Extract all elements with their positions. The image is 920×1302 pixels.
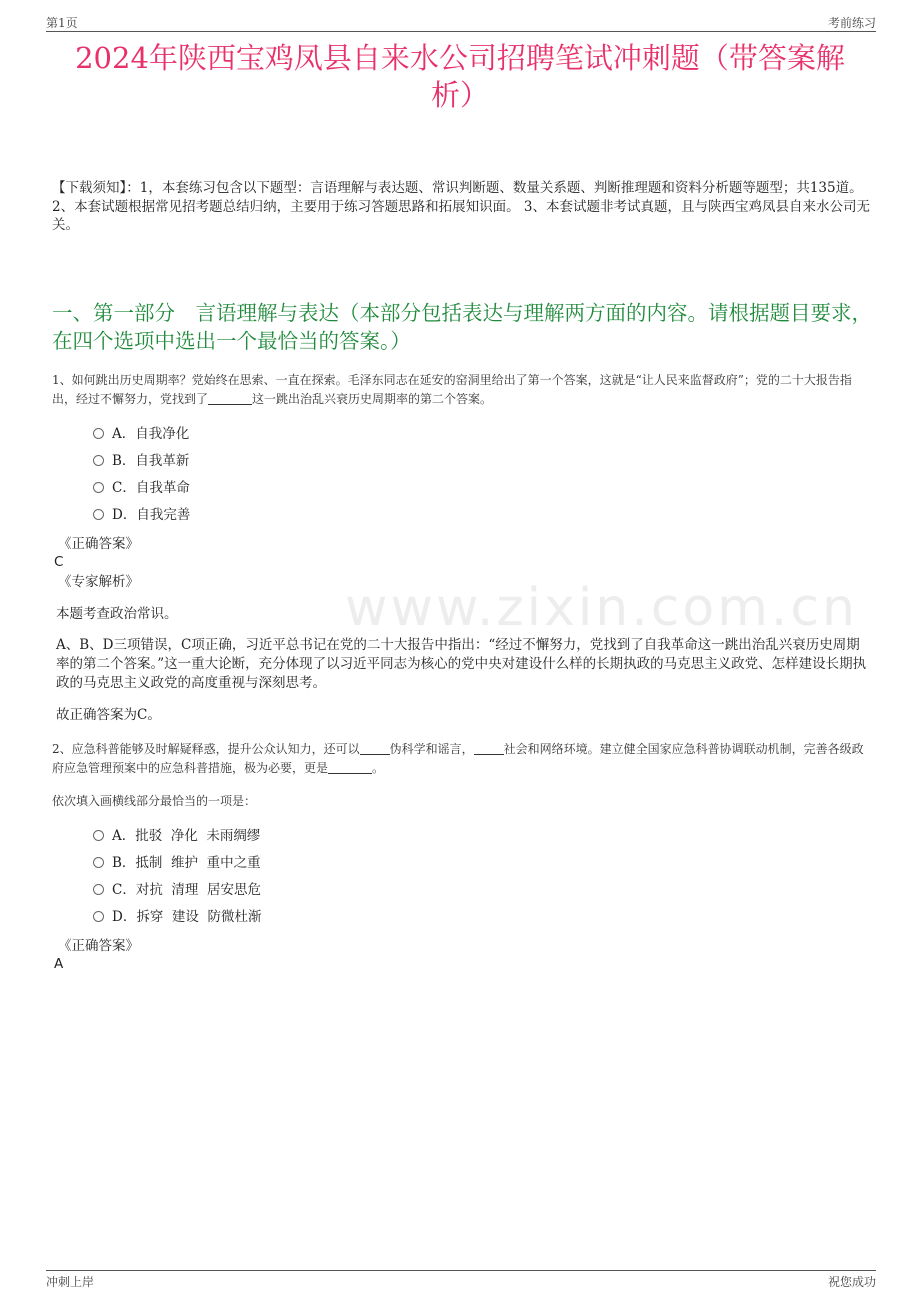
question-2-prompt: 依次填入画横线部分最恰当的一项是： bbox=[52, 794, 257, 808]
document-title: 2024年陕西宝鸡凤县自来水公司招聘笔试冲刺题（带答案解析） bbox=[75, 41, 845, 112]
q1-answer: C bbox=[54, 554, 64, 570]
option-label: A．批驳 净化 未雨绸缪 bbox=[112, 828, 261, 844]
q1-option-d[interactable] bbox=[93, 506, 190, 524]
q1-option-a[interactable] bbox=[93, 425, 189, 443]
fill-blank bbox=[474, 742, 504, 755]
radio-icon[interactable] bbox=[93, 884, 104, 895]
q2-option-b[interactable] bbox=[93, 854, 261, 872]
download-notice: 【下载须知】：1，本套练习包含以下题型：言语理解与表达题、常识判断题、数量关系题、判断推理题和资料分析题等题型；共135道。 2、本套试题根据常见招考题总结归纳，主要用于练习答题思路和拓展知识面。 3、本套试题非考试真题，且与陕西宝鸡凤县自来水公司无关。 bbox=[52, 180, 870, 233]
q1-analysis-label: 《专家解析》 bbox=[58, 574, 139, 590]
question-2-text bbox=[52, 740, 872, 778]
q1-analysis-line: 本题考查政治常识。 bbox=[56, 606, 178, 622]
header-divider bbox=[46, 31, 876, 32]
option-label: D．自我完善 bbox=[112, 507, 191, 523]
question-2-text-part: 社会和网络环境。建立健全国家应急科普协调联动机制，完善各级政府应急管理预案中的应急科普措施，极为必要，更是 bbox=[52, 742, 864, 775]
option-label: D．拆穿 建设 防微杜渐 bbox=[112, 909, 262, 925]
q1-option-c[interactable] bbox=[93, 479, 190, 497]
footer-divider bbox=[46, 1270, 876, 1271]
q1-analysis-paragraph: A、B、D三项错误，C项正确，习近平总书记在党的二十大报告中指出：“经过不懈努力，党找到了自我革命这一跳出治乱兴衰历史周期率的第二个答案。”这一重大论断，充分体现了以习近平同志为核心的党中央对建设什么样的长期执政的马克思主义政党、怎样建设长期执政的马克思主义政党的高度重视与深刻思考。 bbox=[56, 637, 867, 691]
question-1-text-part: 这一跳出治乱兴衰历史周期率的第二个答案。 bbox=[252, 392, 493, 406]
question-1-text-part: 1、如何跳出历史周期率？党始终在思索、一直在探索。毛泽东同志在延安的窑洞里给出了第一个答案，这就是“让人民来监督政府”；党的二十大报告指出，经过不懈努力，党找到了 bbox=[52, 373, 852, 406]
question-2-text-part: 2、应急科普能够及时解疑释惑，提升公众认知力，还可以 bbox=[52, 742, 360, 756]
q2-option-d[interactable] bbox=[93, 908, 262, 926]
radio-icon[interactable] bbox=[93, 428, 104, 439]
page-number: 第1页 bbox=[46, 16, 78, 30]
option-label: C．对抗 清理 居安思危 bbox=[112, 882, 261, 898]
radio-icon[interactable] bbox=[93, 911, 104, 922]
question-1-text bbox=[52, 371, 872, 409]
option-label: C．自我革命 bbox=[112, 480, 190, 496]
q2-answer-label: 《正确答案》 bbox=[58, 938, 139, 954]
footer-right-text: 祝您成功 bbox=[827, 1275, 876, 1289]
question-2-text-part: 伪科学和谣言， bbox=[389, 742, 474, 756]
option-label: A．自我净化 bbox=[112, 426, 190, 442]
page-header bbox=[46, 14, 876, 30]
q2-option-a[interactable] bbox=[93, 827, 260, 845]
watermark: www.zixin.com.cn bbox=[345, 578, 858, 638]
radio-icon[interactable] bbox=[93, 455, 104, 466]
option-label: B．自我革新 bbox=[112, 453, 190, 469]
footer-left-text: 冲刺上岸 bbox=[46, 1275, 95, 1289]
section-heading: 一、第一部分 言语理解与表达（本部分包括表达与理解两方面的内容。请根据题目要求，在四个选项中选出一个最恰当的答案。） bbox=[52, 301, 872, 353]
radio-icon[interactable] bbox=[93, 830, 104, 841]
q1-answer-label: 《正确答案》 bbox=[58, 536, 139, 552]
q1-analysis-conclusion: 故正确答案为C。 bbox=[56, 707, 161, 723]
radio-icon[interactable] bbox=[93, 857, 104, 868]
fill-blank bbox=[328, 761, 372, 774]
radio-icon[interactable] bbox=[93, 482, 104, 493]
question-2-text-part: 。 bbox=[372, 761, 385, 775]
q1-option-b[interactable] bbox=[93, 452, 189, 470]
q2-option-c[interactable] bbox=[93, 881, 261, 899]
q2-answer: A bbox=[54, 956, 64, 972]
fill-blank bbox=[208, 392, 252, 405]
radio-icon[interactable] bbox=[93, 509, 104, 520]
fill-blank bbox=[360, 742, 390, 755]
header-tag: 考前练习 bbox=[827, 16, 876, 30]
option-label: B．抵制 维护 重中之重 bbox=[112, 855, 261, 871]
